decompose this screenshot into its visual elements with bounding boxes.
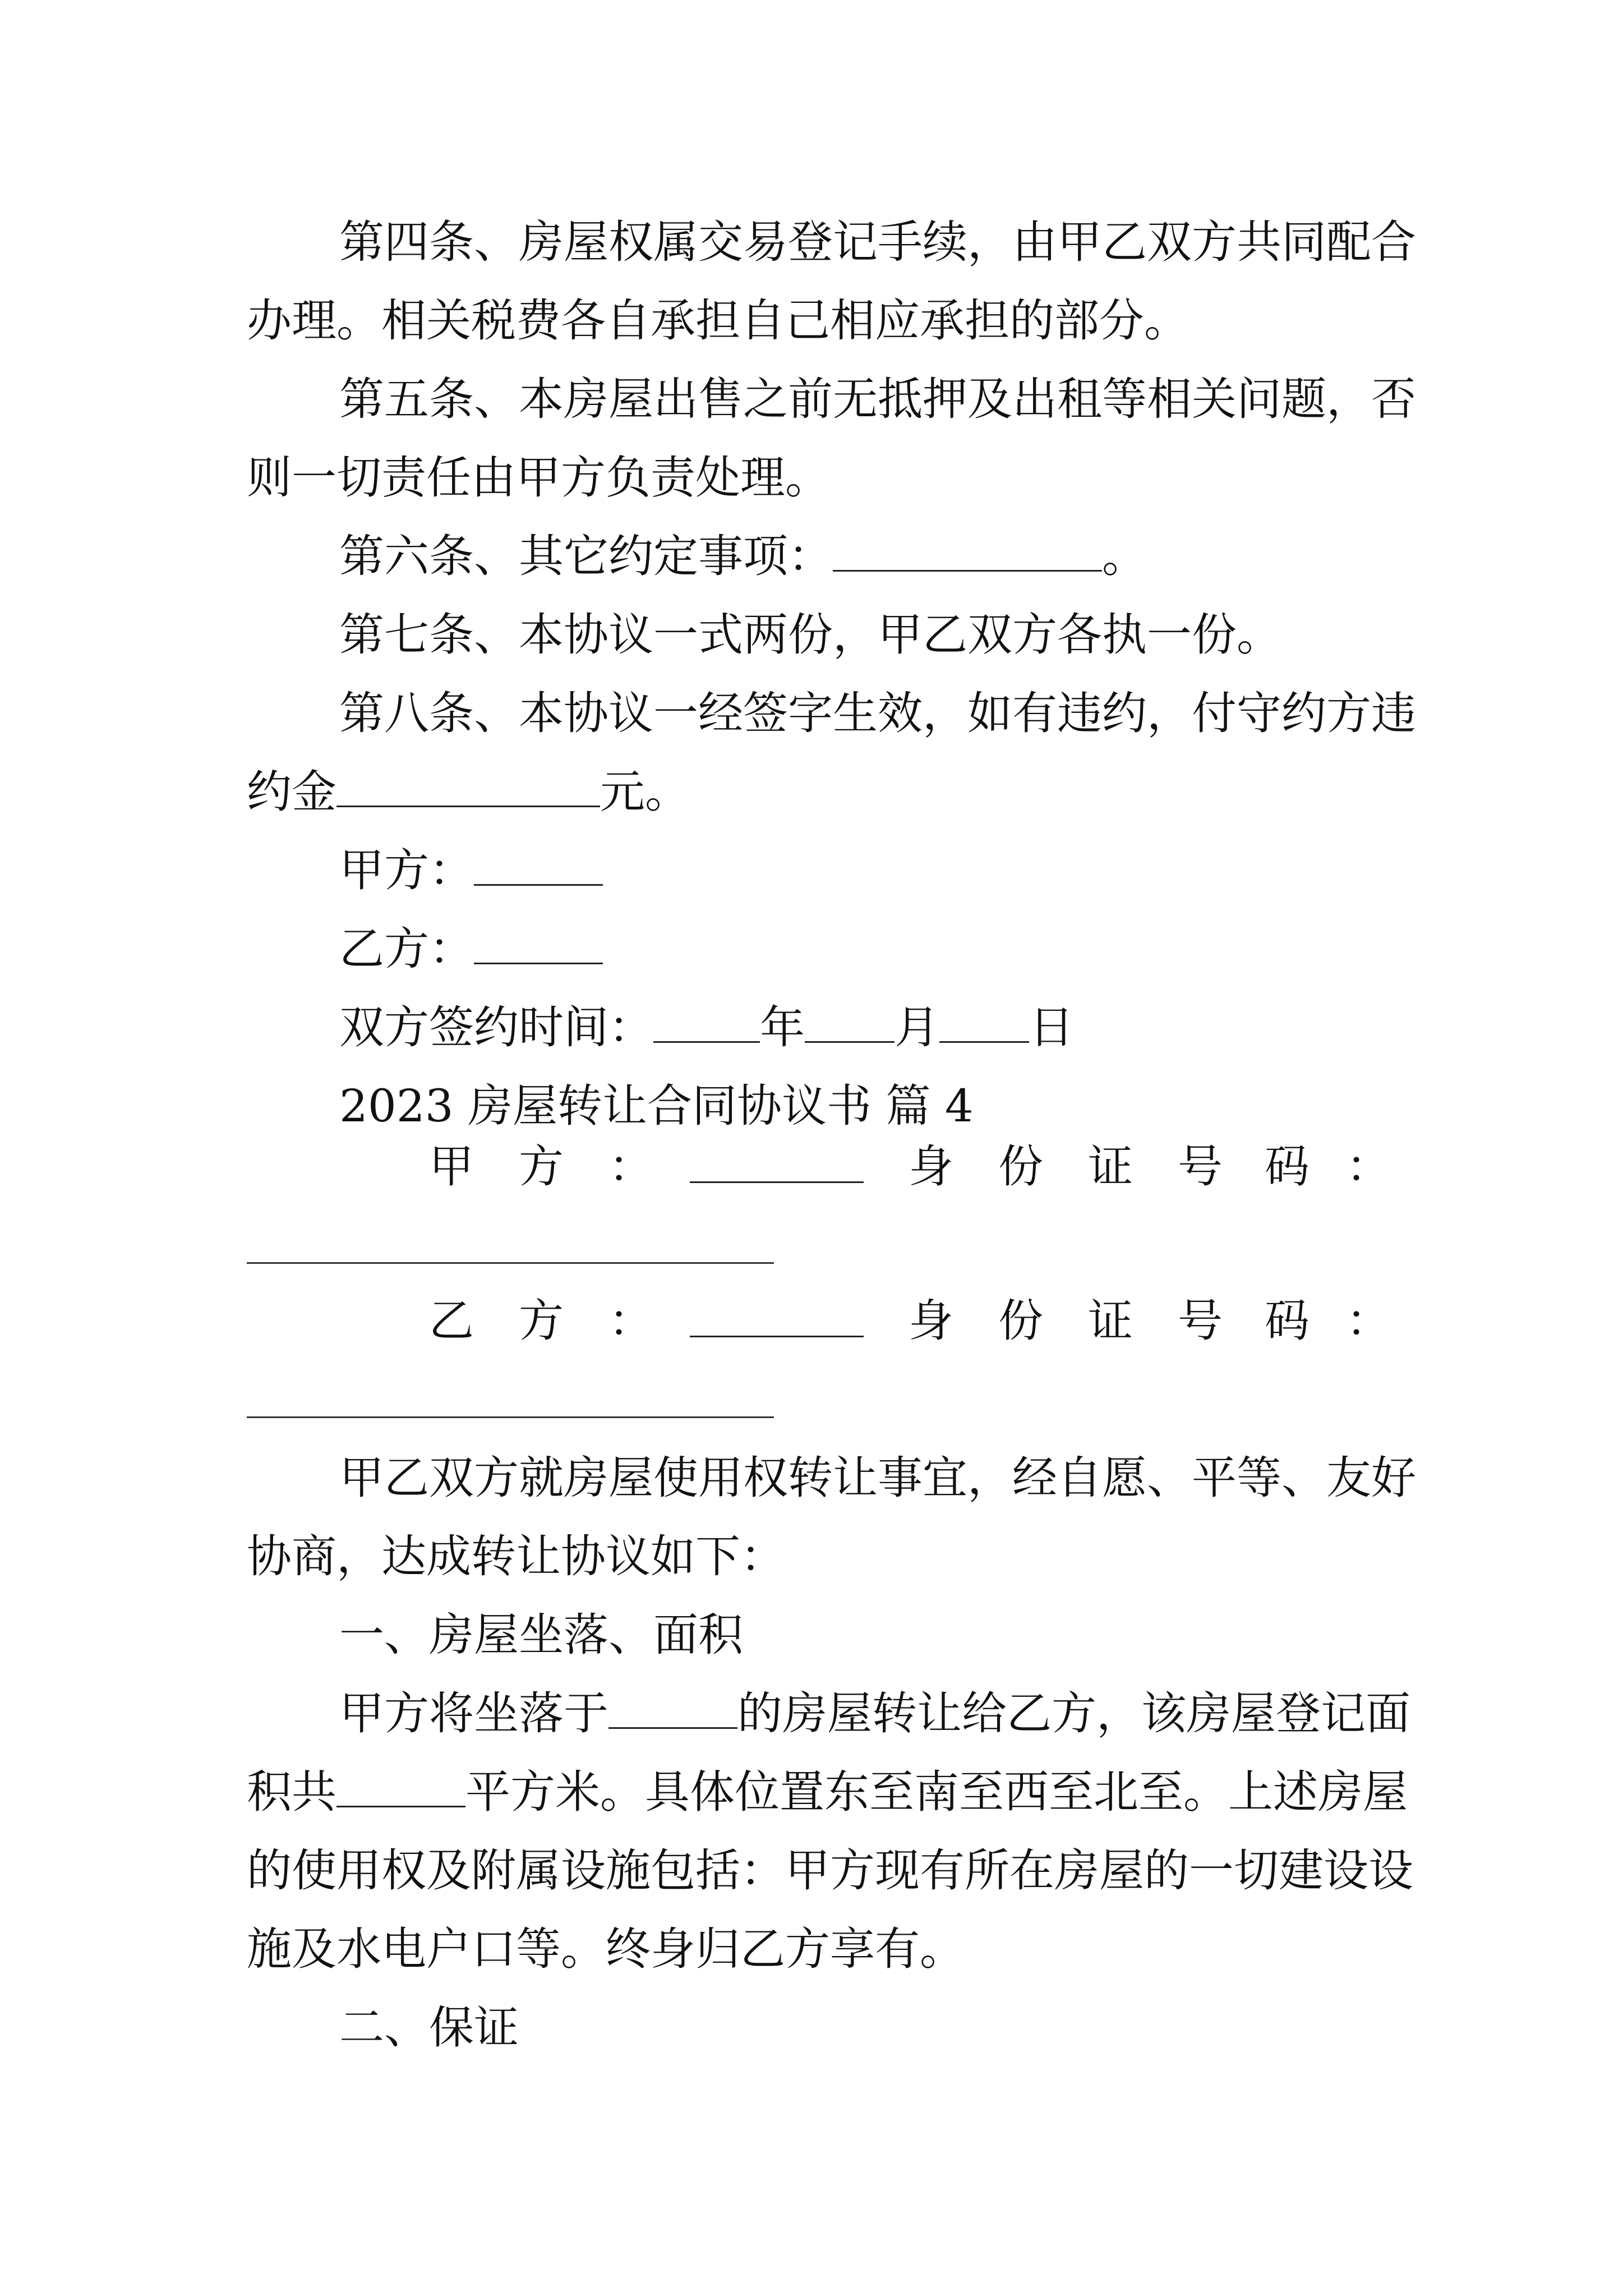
article5-line2: 则一切责任由甲方负责处理。 (247, 452, 830, 504)
clause1-l1-suffix: 的房屋转让给乙方，该房屋登记面 (737, 1687, 1410, 1740)
year-blank[interactable] (653, 1005, 760, 1043)
month-blank[interactable] (805, 1005, 895, 1043)
id-row-a-char: 份 (998, 1140, 1043, 1193)
clause1-line4: 施及水电户口等。终身归乙方享有。 (247, 1923, 965, 1975)
id-row-a-char: 甲 (429, 1140, 474, 1193)
id-row-a-char: 方 (519, 1140, 564, 1193)
id-row-b-char: 方 (519, 1295, 564, 1347)
article6-prefix: 第六条、其它约定事项： (339, 530, 833, 582)
id-row-a-char: 码 (1265, 1140, 1310, 1193)
clause1-line3: 的使用权及附属设施包括：甲方现有所在房屋的一切建设设 (247, 1844, 1413, 1897)
id-row-a-char: ： (1346, 1140, 1391, 1193)
penalty-amount-blank[interactable] (336, 770, 600, 807)
month-label: 月 (895, 1001, 939, 1053)
id-row-b-char: 身 (909, 1295, 953, 1347)
clause1-line2 (247, 1766, 1408, 1818)
party-b-name-blank[interactable] (690, 1299, 864, 1337)
article6-line (339, 530, 1147, 582)
year-label: 年 (760, 1001, 805, 1053)
article6-suffix: 。 (1102, 530, 1147, 582)
day-blank[interactable] (939, 1005, 1029, 1043)
party-a-blank[interactable] (474, 848, 603, 886)
section-title: 2023 房屋转让合同协议书 篇 4 (339, 1080, 974, 1132)
party-b-label: 乙方： (339, 923, 474, 975)
clause1-l1-prefix: 甲方将坐落于 (339, 1687, 608, 1740)
article7-line: 第七条、本协议一式两份，甲乙双方各执一份。 (339, 609, 1281, 661)
day-label: 日 (1029, 1001, 1074, 1053)
id-row-b-char: ： (608, 1295, 653, 1347)
party-a-label: 甲方： (339, 844, 474, 896)
location-blank[interactable] (608, 1691, 737, 1729)
heading-2: 二、保证 (339, 2001, 519, 2054)
id-row-a-char: 号 (1178, 1140, 1223, 1193)
intro-line1: 甲乙双方就房屋使用权转让事宜，经自愿、平等、友好 (339, 1452, 1416, 1504)
id-row-b (0, 1295, 1623, 1355)
party-a-line (339, 844, 603, 896)
id-row-b-char: 份 (998, 1295, 1043, 1347)
id-row-b-char: 号 (1178, 1295, 1223, 1347)
id-row-b-char: ： (1346, 1295, 1391, 1347)
sign-time-line (339, 1001, 1074, 1053)
sign-time-label: 双方签约时间： (339, 1001, 653, 1053)
id-row-a-char: 身 (909, 1140, 953, 1193)
clause1-line1 (339, 1687, 1410, 1740)
party-a-name-blank[interactable] (690, 1144, 864, 1183)
article5-line1: 第五条、本房屋出售之前无抵押及出租等相关问题，否 (339, 373, 1416, 425)
id-row-b-char: 码 (1265, 1295, 1310, 1347)
id-row-a (0, 1140, 1623, 1200)
article4-line1: 第四条、房屋权属交易登记手续，由甲乙双方共同配合 (339, 216, 1416, 268)
clause1-l2-prefix: 积共 (247, 1766, 336, 1818)
id-row-a-char: ： (608, 1140, 653, 1193)
area-blank[interactable] (336, 1770, 465, 1807)
clause1-l2-suffix: 平方米。具体位置东至南至西至北至。上述房屋 (465, 1766, 1408, 1818)
party-b-line (339, 923, 603, 975)
id-row-a-char: 证 (1088, 1140, 1133, 1193)
article8-suffix: 元。 (600, 766, 690, 818)
heading-1: 一、房屋坐落、面积 (339, 1609, 743, 1661)
article8-line2 (247, 766, 690, 818)
article8-line1: 第八条、本协议一经签字生效，如有违约，付守约方违 (339, 687, 1416, 739)
party-b-id-blank[interactable] (247, 1416, 774, 1418)
intro-line2: 协商，达成转让协议如下： (247, 1530, 785, 1582)
article4-line2: 办理。相关税费各自承担自己相应承担的部分。 (247, 295, 1189, 347)
party-b-blank[interactable] (474, 927, 603, 964)
article8-prefix: 约金 (247, 766, 336, 818)
article6-blank[interactable] (833, 534, 1102, 572)
party-a-id-blank[interactable] (247, 1262, 774, 1264)
id-row-b-char: 证 (1088, 1295, 1133, 1347)
id-row-b-char: 乙 (429, 1295, 474, 1347)
